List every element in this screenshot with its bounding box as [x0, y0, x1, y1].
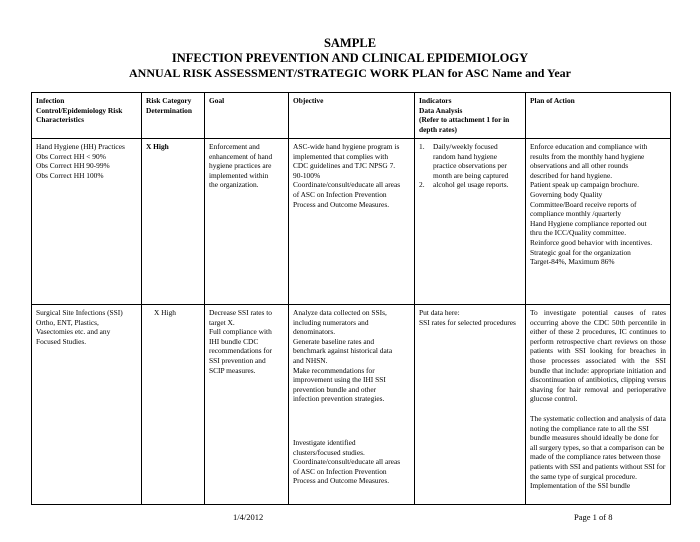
table-header-row	[32, 93, 671, 139]
cell-objective: ASC-wide hand hygiene program is implemented that complies with CDC guidelines and TJC NPSG 7. 90-100% Coordinate/consult/educate all areas of ASC on Infection Prevention Process and Outcome Measures.	[289, 139, 415, 305]
plan-paragraph: To investigate potential causes of rates occurring above the CDC 50th percentile in either of these 2 procedures, IC continues to perform retrospective chart reviews on those patients with SSI looking for breaches in those processes associated with the SSI bundle that include: appropriate initiation and discontinuation of antibiotics, clipping versus shaving for hair removal and perioperative glucose control.	[530, 308, 666, 404]
header-objective: Objective	[289, 93, 415, 139]
cell-plan	[526, 305, 671, 505]
table-row	[32, 139, 671, 305]
header-indicators: Indicators Data Analysis (Refer to attachment 1 for in depth rates)	[415, 93, 526, 139]
header-risk-category: Risk Category Determination	[142, 93, 205, 139]
page-footer	[0, 512, 700, 524]
plan-paragraph: The systematic collection and analysis of data noting the compliance rate to all the SSI bundle measures should ideally be done for all surgery types, so that a comparison can be made of the compliance rates between those patients with SSI and patients without SSI for the same type of surgical procedure.	[530, 413, 666, 481]
header-goal: Goal	[205, 93, 289, 139]
footer-date: 1/4/2012	[233, 512, 264, 522]
indicator-item: 2. alcohol gel usage reports.	[419, 180, 509, 190]
table-row	[32, 305, 671, 505]
cell-category: X High	[142, 139, 205, 305]
cell-plan: Enforce education and compliance with results from the monthly hand hygiene observations and all other rounds described for hand hygiene. Patient speak up campaign brochure. Governing body Quality Committee/Board receive reports of compliance monthly /quarterly Hand Hygiene compliance reported out thru the ICC/Quality committee. Reinforce good behavior with incentives. Strategic goal for the organization Target-84%, Maximum 86%	[526, 139, 671, 305]
header-risk-characteristics: Infection Control/Epidemiology Risk Characteristics	[32, 93, 142, 139]
cell-risk: Surgical Site Infections (SSI) Ortho, ENT, Plastics, Vasectomies etc. and any Focused Studies.	[32, 305, 142, 505]
title-plan: ANNUAL RISK ASSESSMENT/STRATEGIC WORK PLAN for ASC Name and Year	[129, 66, 571, 80]
footer-page-number: Page 1 of 8	[574, 512, 613, 522]
cell-goal: Decrease SSI rates to target X. Full compliance with IHI bundle CDC recommendations for SSI prevention and SCIP measures.	[205, 305, 289, 505]
cell-indicators	[415, 139, 526, 305]
title-department: INFECTION PREVENTION AND CLINICAL EPIDEMIOLOGY	[171, 51, 529, 65]
indicator-item: 1. Daily/weekly focused random hand hygiene practice observations per month are being captured	[419, 142, 509, 180]
cell-risk: Hand Hygiene (HH) Practices Obs Correct HH < 90% Obs Correct HH 90-99% Obs Correct HH 100%	[32, 139, 142, 305]
cell-goal: Enforcement and enhancement of hand hygiene practices are implemented within the organization.	[205, 139, 289, 305]
cell-objective: Analyze data collected on SSIs, including numerators and denominators. Generate baseline rates and benchmark against historical data and NHSN. Make recommendations for improvement using the IHI SSI prevention bundle and other infection prevention strategies. Investigate identified clusters/focused studies. Coordinate/consult/educate all areas of ASC on Infection Prevention Process and Outcome Measures.	[289, 305, 415, 505]
cell-category: X High	[142, 305, 205, 505]
cell-indicators: Put data here: SSI rates for selected procedures	[415, 305, 526, 505]
plan-paragraph: Implementation of the SSI bundle	[530, 481, 631, 491]
header-plan-of-action: Plan of Action	[526, 93, 671, 139]
work-plan-table	[31, 92, 671, 505]
title-block	[0, 36, 700, 81]
title-sample: SAMPLE	[323, 36, 377, 50]
